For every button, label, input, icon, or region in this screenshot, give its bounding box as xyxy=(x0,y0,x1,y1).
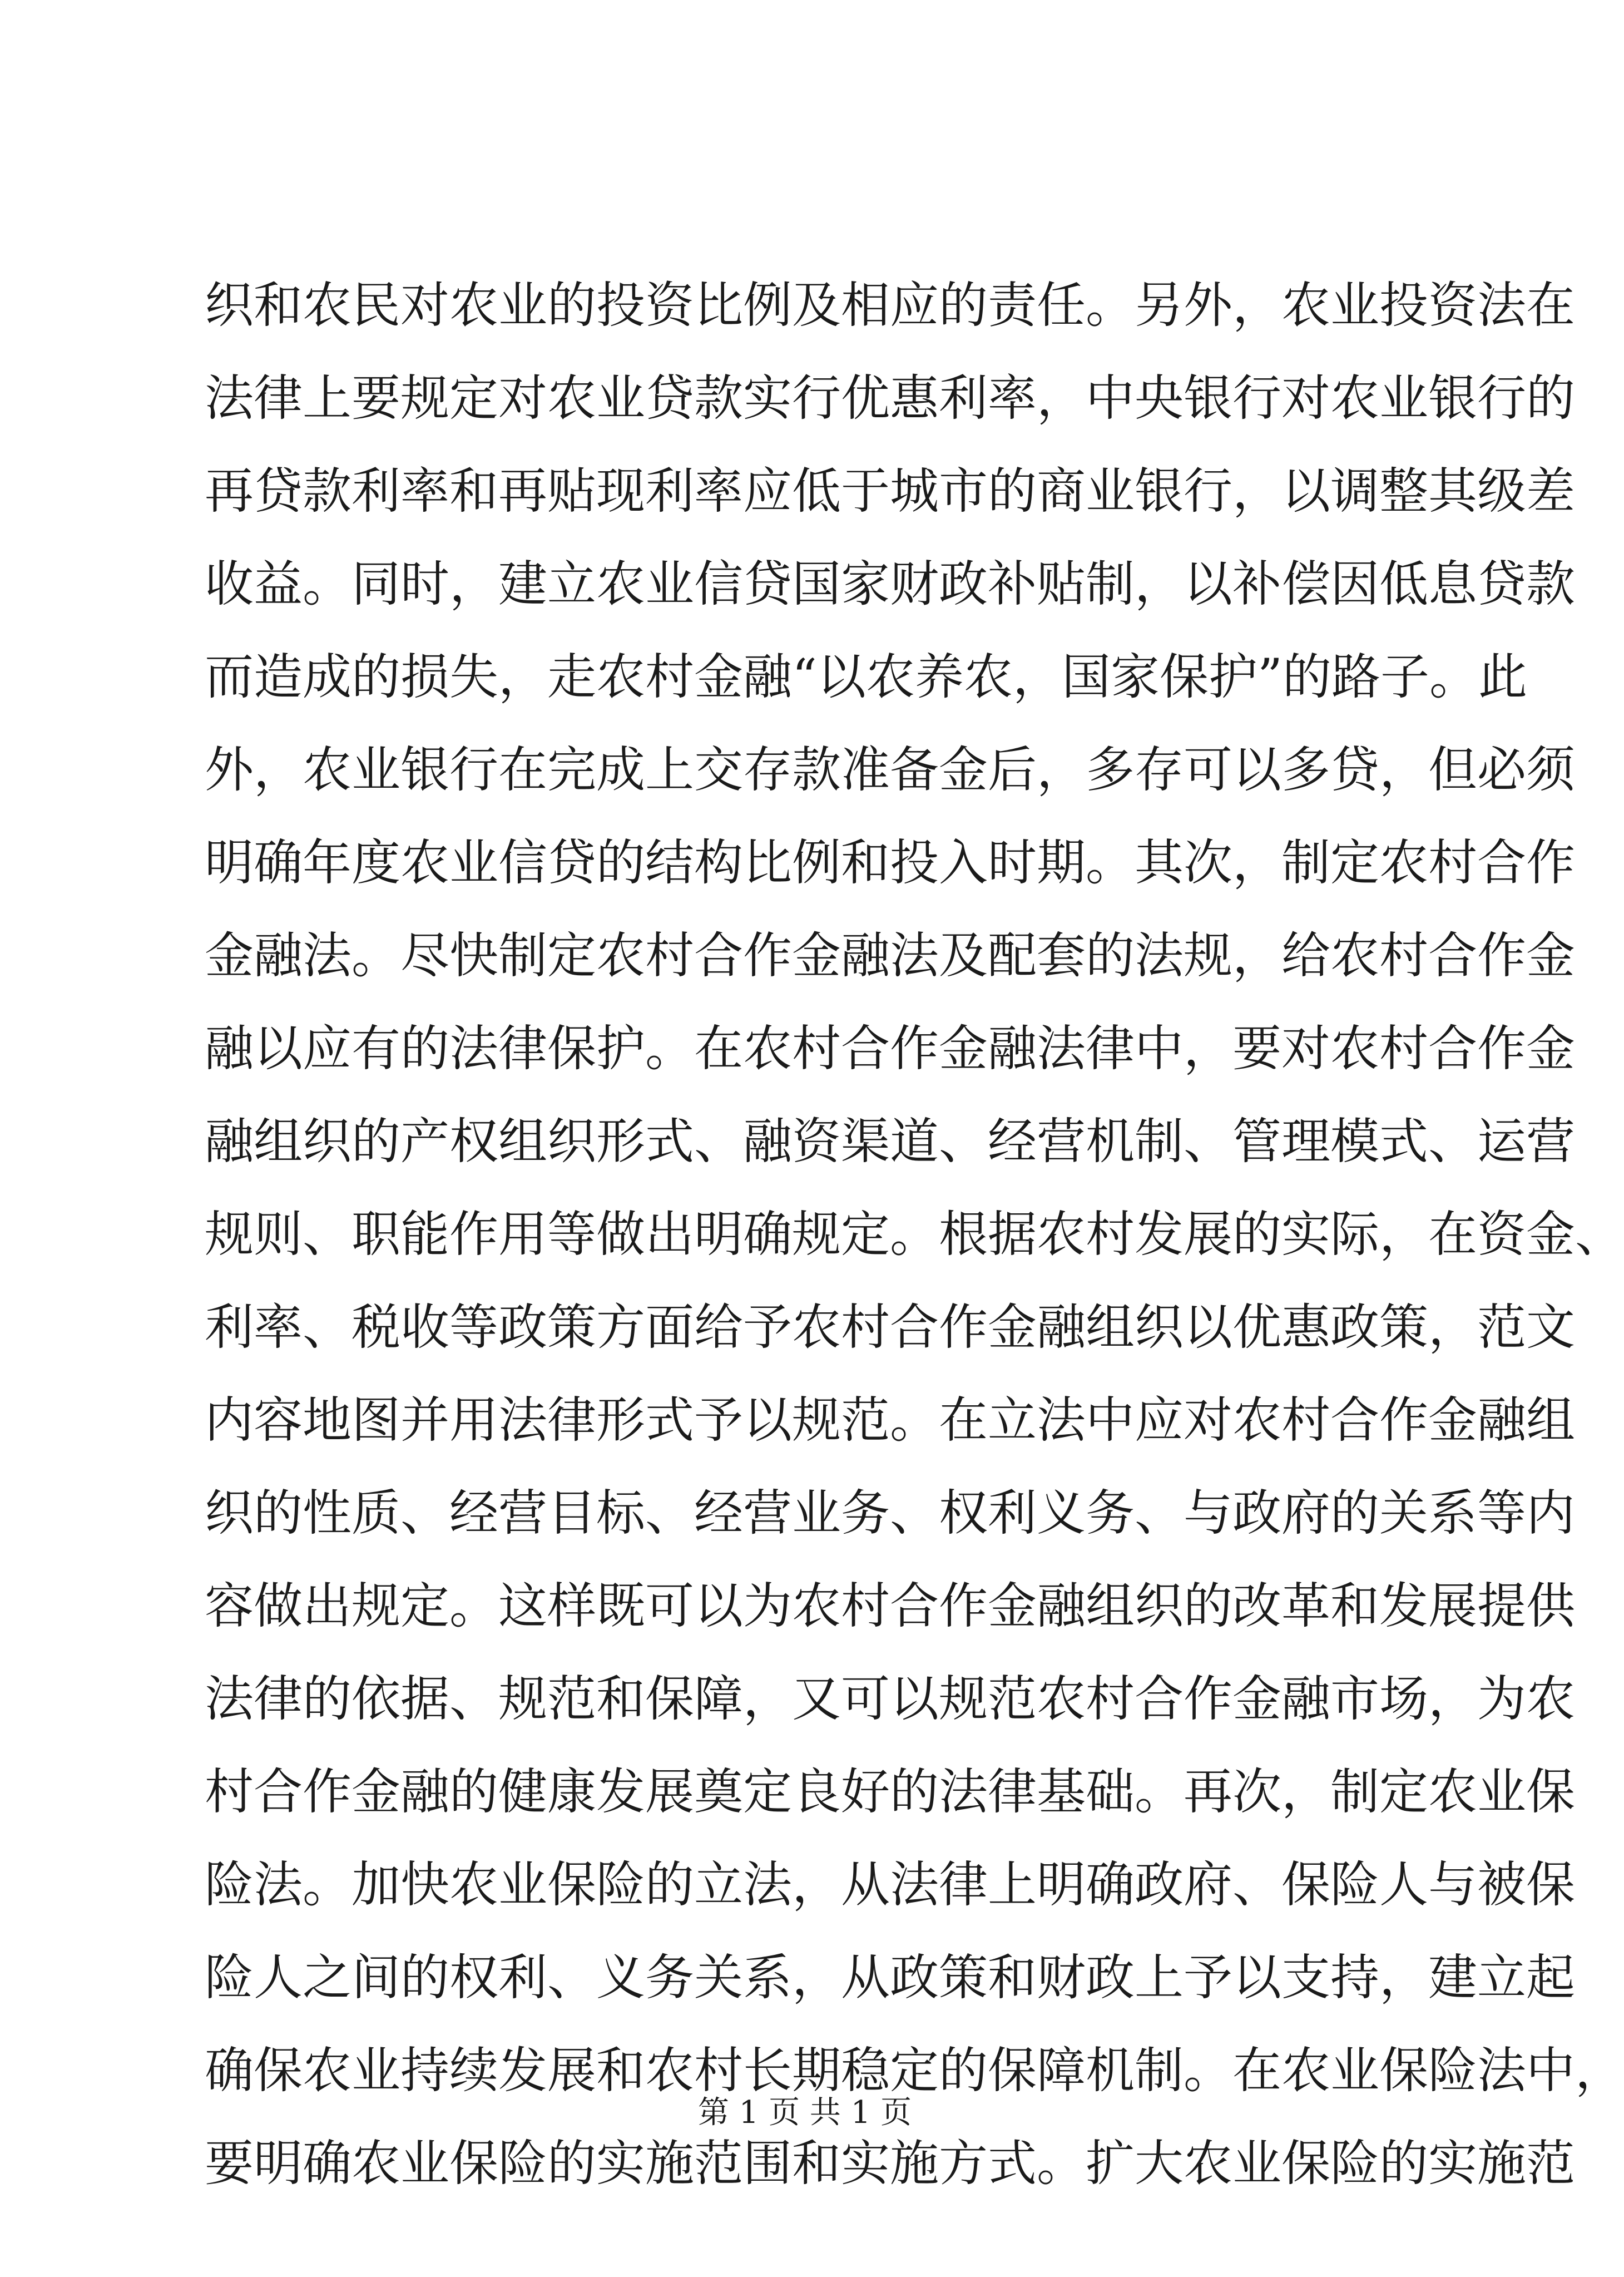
text-line: 融组织的产权组织形式、融资渠道、经营机制、管理模式、运营 xyxy=(205,1113,1576,1170)
text-line: 利率、税收等政策方面给予农村合作金融组织以优惠政策，范文 xyxy=(205,1298,1576,1356)
text-line: 而造成的损失，走农村金融“以农养农，国家保护”的路子。此 xyxy=(205,648,1527,705)
text-line: 规则、职能作用等做出明确规定。根据农村发展的实际，在资金、 xyxy=(205,1206,1624,1263)
text-line: 确保农业持续发展和农村长期稳定的保障机制。在农业保险法中， xyxy=(205,2042,1624,2099)
text-line: 收益。同时，建立农业信贷国家财政补贴制，以补偿因低息贷款 xyxy=(205,555,1576,613)
text-line: 明确年度农业信贷的结构比例和投入时期。其次，制定农村合作 xyxy=(205,834,1576,891)
text-line: 村合作金融的健康发展奠定良好的法律基础。再次，制定农业保 xyxy=(205,1763,1576,1820)
page-number-footer: 第 1 页 共 1 页 xyxy=(697,2095,912,2131)
text-line: 金融法。尽快制定农村合作金融法及配套的法规，给农村合作金 xyxy=(205,927,1576,984)
text-line: 融以应有的法律保护。在农村合作金融法律中，要对农村合作金 xyxy=(205,1020,1576,1077)
text-line: 要明确农业保险的实施范围和实施方式。扩大农业保险的实施范 xyxy=(205,2135,1576,2192)
text-line: 织的性质、经营目标、经营业务、权利义务、与政府的关系等内 xyxy=(205,1484,1576,1542)
body-paragraph xyxy=(205,259,1624,2210)
text-line: 再贷款利率和再贴现利率应低于城市的商业银行，以调整其级差 xyxy=(205,462,1576,520)
text-line: 容做出规定。这样既可以为农村合作金融组织的改革和发展提供 xyxy=(205,1577,1576,1634)
text-line: 外，农业银行在完成上交存款准备金后，多存可以多贷，但必须 xyxy=(205,741,1576,798)
text-line: 法律上要规定对农业贷款实行优惠利率，中央银行对农业银行的 xyxy=(205,369,1576,427)
text-line: 法律的依据、规范和保障，又可以规范农村合作金融市场，为农 xyxy=(205,1670,1576,1727)
text-line: 险人之间的权利、义务关系，从政策和财政上予以支持，建立起 xyxy=(205,1949,1576,2006)
text-line: 内容地图并用法律形式予以规范。在立法中应对农村合作金融组 xyxy=(205,1391,1576,1449)
text-line: 险法。加快农业保险的立法，从法律上明确政府、保险人与被保 xyxy=(205,1856,1576,1913)
text-line: 织和农民对农业的投资比例及相应的责任。另外，农业投资法在 xyxy=(205,276,1576,334)
